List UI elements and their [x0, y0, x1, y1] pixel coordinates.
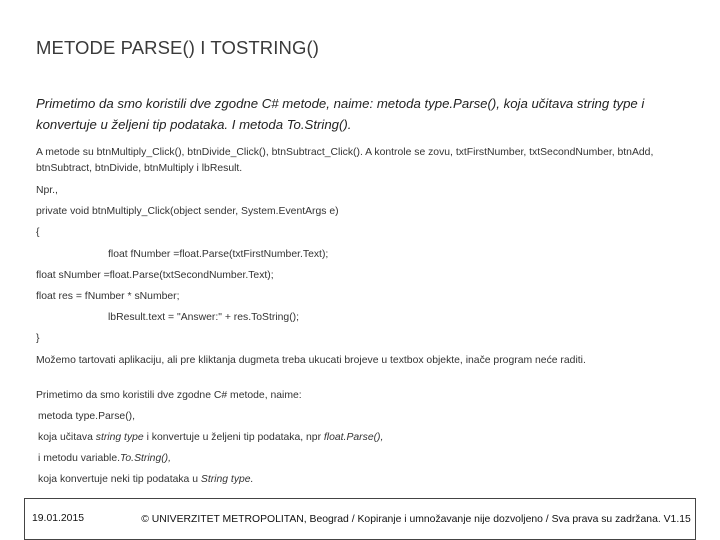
summary-text: i konvertuje u željeni tip podataka, npr — [143, 432, 324, 444]
code-close-brace: } — [36, 333, 40, 345]
summary-italic-text: float.Parse(), — [323, 432, 384, 444]
summary-item-tostring — [36, 452, 686, 473]
slide-title: METODE PARSE() I TOSTRING() — [36, 37, 319, 58]
summary-text: koja konvertuje neki tip podataka u — [38, 474, 201, 486]
summary-item-tostring-desc — [36, 473, 686, 494]
code-signature: private void btnMultiply_Click(object sender, System.EventArgs e) — [36, 206, 339, 218]
code-line-lbresult: lbResult.text = "Answer:" + res.ToString(); — [108, 312, 300, 324]
summary-intro: Primetimo da smo koristili dve zgodne C# metode, naime: — [36, 389, 302, 401]
intro-paragraph: Primetimo da smo koristili dve zgodne C# metode, naime: metoda type.Parse(), koja učitava string type i konvertuje u željeni tip podataka. I metoda To.String(). — [36, 96, 645, 132]
summary-text: koja učitava — [38, 432, 96, 444]
slide-body — [36, 145, 686, 495]
start-app-paragraph: Možemo tartovati aplikaciju, ali pre kliktanja dugmeta treba ukucati brojeve u textbox objekte, inače program neće raditi. — [36, 354, 586, 366]
methods-paragraph: A metode su btnMultiply_Click(), btnDivide_Click(), btnSubtract_Click(). A kontrole se zovu, txtFirstNumber, txtSecondNumber, btnAdd, btnSubtract, btnDivide, btnMultiply i lbResult. — [36, 147, 654, 174]
code-line-fnumber: float fNumber =float.Parse(txtFirstNumber.Text); — [108, 248, 329, 260]
slide-footer — [24, 498, 696, 540]
code-line-res: float res = fNumber * sNumber; — [36, 290, 180, 302]
code-open-brace: { — [36, 227, 40, 239]
code-line-snumber: float sNumber =float.Parse(txtSecondNumber.Text); — [36, 269, 274, 281]
summary-text: i metodu variable. — [38, 453, 121, 465]
summary-item-parse: metoda type.Parse(), — [38, 410, 136, 422]
summary-italic-text: To.String(), — [120, 453, 172, 465]
summary-item-parse-desc — [36, 431, 686, 452]
summary-italic-text: String type. — [200, 474, 254, 486]
summary-italic-text: string type — [95, 432, 144, 444]
footer-date: 19.01.2015 — [32, 513, 85, 524]
example-label: Npr., — [36, 185, 58, 196]
footer-copyright: © UNIVERZITET METROPOLITAN, Beograd / Kopiranje i umnožavanje nije dozvoljeno / Sva prava su zadržana. V1.15 — [141, 514, 691, 525]
